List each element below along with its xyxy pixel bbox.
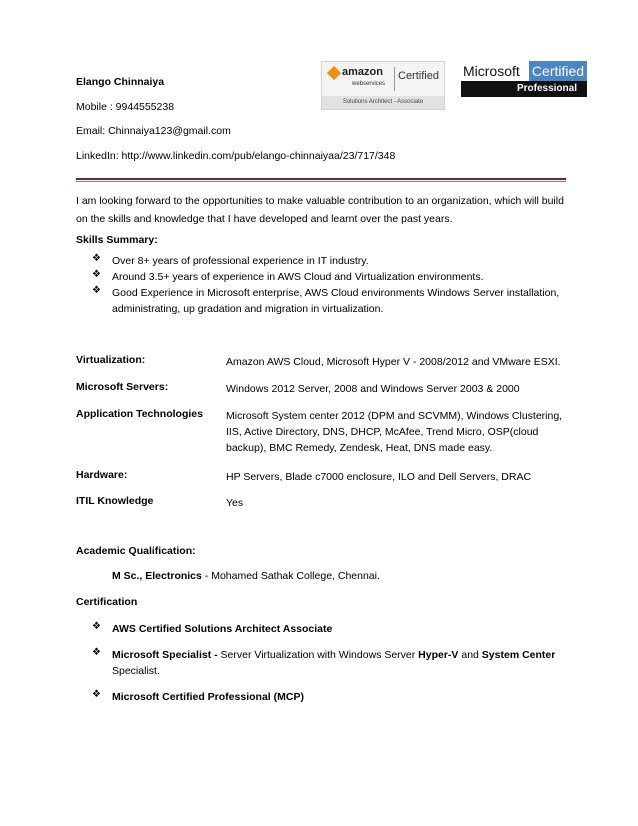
virtualization-label: Virtualization: <box>76 354 146 366</box>
microsoft-servers-label: Microsoft Servers: <box>76 381 169 393</box>
application-technologies-value: Microsoft System center 2012 (DPM and SCVMM), Windows Clustering, IIS, Active Directory, DNS, DHCP, McAfee, Trend Micro, OSP(cloud backup), BMC Remedy, Zendesk, Heat, DNS made easy. <box>226 410 563 454</box>
cert-bold-1: Microsoft Specialist - <box>112 649 221 661</box>
microsoft-certified-badge <box>461 61 587 97</box>
cert-text-3: Specialist. <box>112 665 160 677</box>
cert-text-2: and <box>458 649 482 661</box>
certification-item-text: Microsoft Certified Professional (MCP) <box>112 691 304 703</box>
diamond-bullet-icon: ❖ <box>92 647 101 658</box>
itil-label: ITIL Knowledge <box>76 495 154 507</box>
itil-value: Yes <box>226 497 244 509</box>
skills-heading: Skills Summary: <box>76 234 158 246</box>
degree-text: M Sc., Electronics <box>112 570 202 582</box>
ms-badge-top <box>461 61 587 81</box>
aws-certified-badge <box>321 61 445 110</box>
aws-logo-text: amazon <box>342 66 383 78</box>
skill-item-text: Over 8+ years of professional experience in IT industry. <box>112 255 369 267</box>
certification-item-text: AWS Certified Solutions Architect Associate <box>112 623 333 635</box>
ms-word-text: Microsoft <box>463 63 520 79</box>
aws-badge-footer: Solutions Architect - Associate <box>322 96 444 109</box>
hardware-value: HP Servers, Blade c7000 enclosure, ILO and Dell Servers, DRAC <box>226 471 532 483</box>
diamond-bullet-icon: ❖ <box>92 269 101 280</box>
diamond-bullet-icon: ❖ <box>92 689 101 700</box>
microsoft-servers-value: Windows 2012 Server, 2008 and Windows Server 2003 & 2000 <box>226 383 520 395</box>
aws-sub-text: webservices <box>352 81 386 87</box>
institution-text: - Mohamed Sathak College, Chennai. <box>201 570 380 582</box>
linkedin-line <box>76 150 395 162</box>
aws-cert-text: Certified <box>398 70 439 82</box>
mobile-line: Mobile : 9944555238 <box>76 101 175 113</box>
ms-badge-footer: Professional <box>461 81 587 97</box>
email-label: Email: <box>76 125 109 137</box>
aws-divider <box>394 67 395 91</box>
candidate-name: Elango Chinnaiya <box>76 76 165 88</box>
academic-heading: Academic Qualification: <box>76 545 196 557</box>
aws-cube-icon <box>327 66 341 80</box>
cert-text-1: Server Virtualization with Windows Server <box>220 649 419 661</box>
certification-item-text <box>112 647 572 679</box>
virtualization-value: Amazon AWS Cloud, Microsoft Hyper V - 2008/2012 and VMware ESXI. <box>226 356 561 368</box>
skill-item-text: Around 3.5+ years of experience in AWS Cloud and Virtualization environments. <box>112 271 484 283</box>
diamond-bullet-icon: ❖ <box>92 621 101 632</box>
diamond-bullet-icon: ❖ <box>92 253 101 264</box>
header-divider <box>76 178 566 180</box>
linkedin-link[interactable]: http://www.linkedin.com/pub/elango-chinnaiyaa/23/717/348 <box>121 150 396 162</box>
email-link[interactable]: Chinnaiya123@gmail.com <box>108 125 231 137</box>
objective-text: I am looking forward to the opportunities to make valuable contribution to an organization, which will build on the skills and knowledge that I have developed and learnt over the past years. <box>76 195 564 225</box>
application-technologies-label: Application Technologies <box>76 408 203 420</box>
ms-cert-text: Certified <box>529 61 587 81</box>
header-divider-thin <box>76 181 566 182</box>
aws-badge-top <box>322 62 444 96</box>
cert-bold-3: System Center <box>481 649 556 661</box>
cert-bold-2: Hyper-V <box>418 649 459 661</box>
academic-entry <box>112 570 380 582</box>
hardware-label: Hardware: <box>76 469 128 481</box>
skill-item-text: Good Experience in Microsoft enterprise, AWS Cloud environments Windows Server installation, administrating, up gradation and migration in virtualization. <box>112 287 560 315</box>
diamond-bullet-icon: ❖ <box>92 285 101 296</box>
certification-heading: Certification <box>76 596 138 608</box>
linkedin-label: LinkedIn: <box>76 150 122 162</box>
email-line <box>76 125 231 137</box>
